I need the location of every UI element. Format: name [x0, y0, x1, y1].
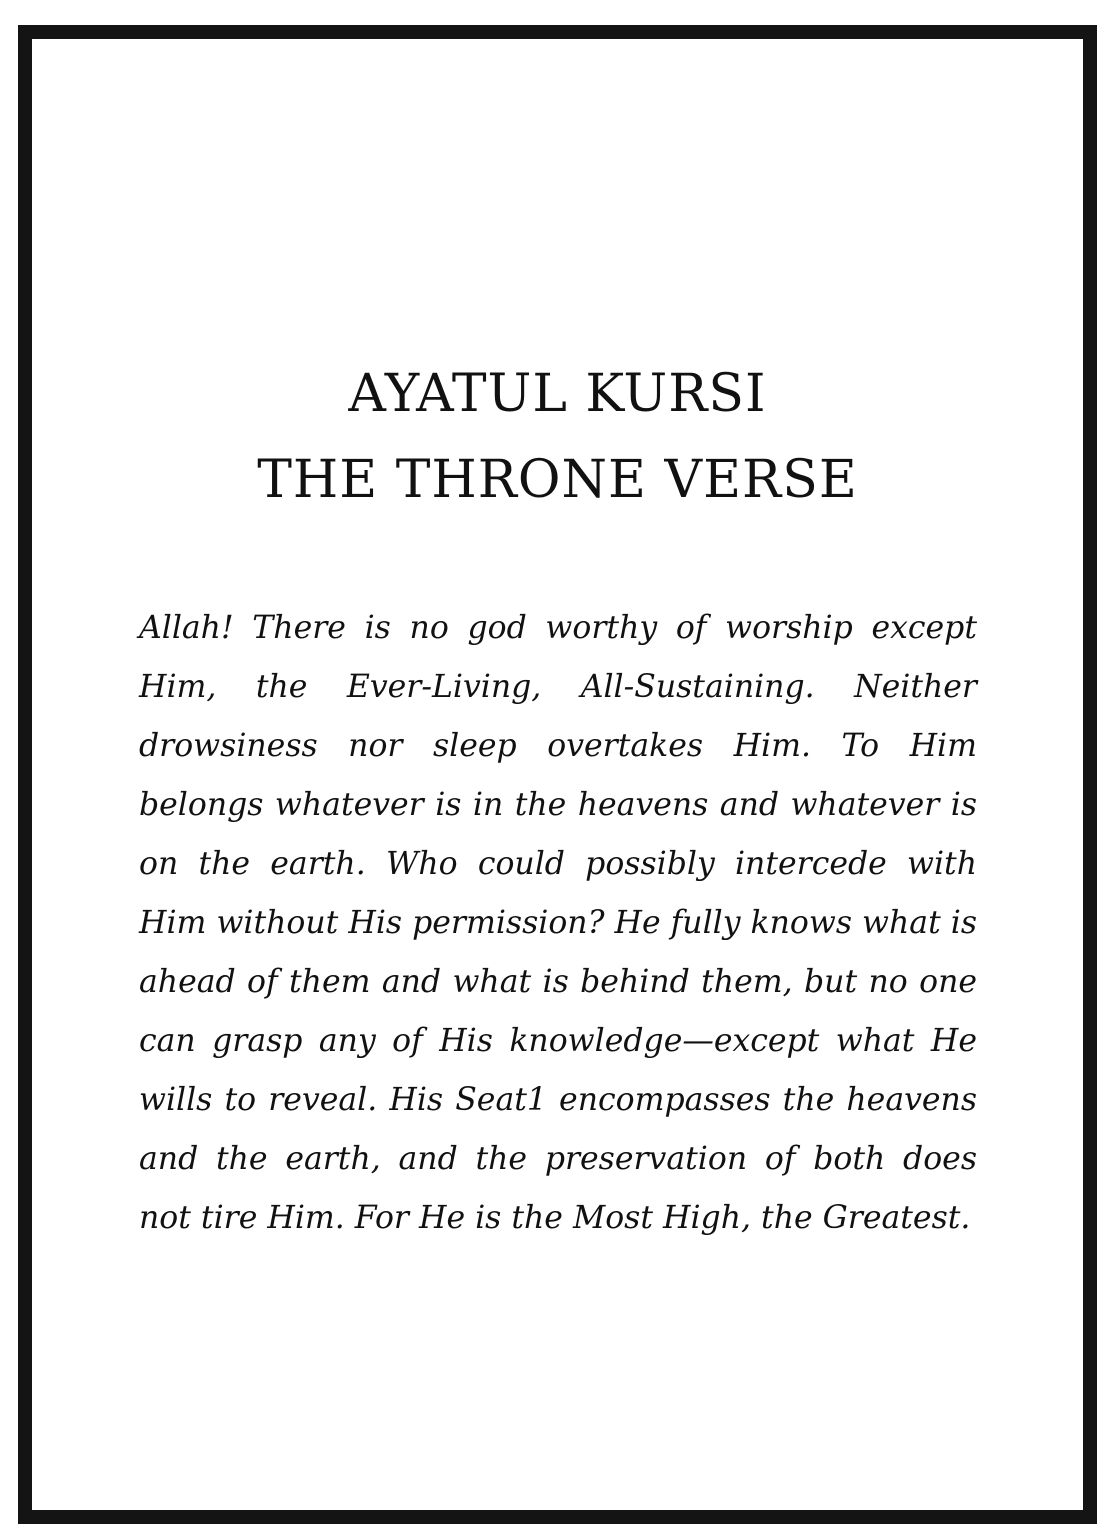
verse-text: Allah! There is no god worthy of worship except Him, the Ever-Living, All-Sustaining. Neither drowsiness nor sleep overtakes Him. To Him belongs whatever is in the heavens and whatever is on the earth. Who could possibly intercede with Him without His permission? He fully knows what is ahead of them and what is behind them, but no one can grasp any of His knowledge—except what He wills to reveal. His Seat1 encompasses the heavens and the earth, and the preservation of both does not tire Him. For He is the Most High, the Greatest.	[139, 610, 977, 1236]
poster-title	[32, 351, 1083, 523]
title-line-2: THE THRONE VERSE	[257, 450, 858, 510]
poster-content	[32, 39, 1083, 1510]
poster-frame	[18, 25, 1097, 1524]
title-line-1: AYATUL KURSI	[348, 364, 767, 424]
